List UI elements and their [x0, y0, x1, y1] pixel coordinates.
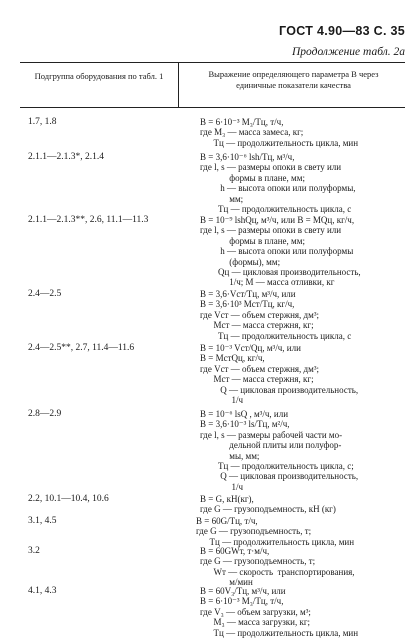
row-expression: B = G, кН(кг), где G — грузоподъемность, кН (кг) [200, 494, 336, 515]
row-expression: B = 3,6·10⁻⁶ lsh/Tц, м³/ч, где l, s — размеры опоки в свету или формы в плане, мм; h — высота опоки или полуформы, мм; Tц — продолжительность цикла, с [200, 152, 356, 215]
row-subgroup-label: 3.2 [28, 546, 40, 556]
row-expression: B = 60G/Tц, т/ч, где G — грузоподъемность, т; Tц — продолжительность цикла, мин [196, 516, 355, 547]
row-subgroup-label: 2.4—2.5**, 2.7, 11.4—11.6 [28, 343, 135, 353]
row-subgroup-label: 2.2, 10.1—10.4, 10.6 [28, 494, 109, 504]
row-subgroup-label: 2.1.1—2.1.3**, 2.6, 11.1—11.3 [28, 215, 149, 225]
row-subgroup-label: 2.4—2.5 [28, 289, 62, 299]
gost-page-header: ГОСТ 4.90—83 С. 35 [279, 24, 405, 38]
row-subgroup-label: 2.8—2.9 [28, 409, 62, 419]
row-expression: B = 60V₃/Tц, м³/ч, или B = 6·10⁻³ M₃/Tц, т/ч, где V₃ — объем загрузки, м³; M₃ — масса загрузки, кг; Tц — продолжительность цикла, мин [200, 586, 359, 638]
row-subgroup-label: 1.7, 1.8 [28, 117, 57, 127]
table-header-row [20, 63, 405, 107]
row-expression: B = 10⁻⁶ lsQ , м³/ч, или B = 3,6·10⁻³ ls/Tц, м²/ч, где l, s — размеры рабочей части мо- дельной плиты или полуфор- мы, мм; Tц — продолжительность цикла, с; Q — цикловая производительность, 1/ч [200, 409, 359, 492]
column-header-parameter-expression: Выражение определяющего параметра В через единичные показатели качества [208, 69, 379, 90]
row-subgroup-label: 2.1.1—2.1.3*, 2.1.4 [28, 152, 104, 162]
table-header-rule [20, 107, 405, 108]
table-continuation-caption: Продолжение табл. 2а [292, 46, 405, 58]
row-expression: B = 6·10⁻³ M₃/Tц, т/ч, где M₃ — масса замеса, кг; Tц — продолжительность цикла, мин [200, 117, 359, 148]
parameter-table [20, 62, 405, 108]
row-expression: B = 10⁻³ Vст/Qц, м³/ч, или B = MстQц, кг/ч, где Vст — объем стержня, дм³; Mст — масса стержня, кг; Q — цикловая производительность, 1/ч [200, 343, 359, 406]
row-expression: B = 60GWт, т·м/ч, где G — грузоподъемность, т; Wт — скорость транспортирования, м/мин [200, 546, 355, 588]
row-subgroup-label: 3.1, 4.5 [28, 516, 57, 526]
row-subgroup-label: 4.1, 4.3 [28, 586, 57, 596]
column-header-equipment-subgroup: Подгруппа оборудования по табл. 1 [34, 71, 164, 81]
row-expression: B = 3,6·Vст/Tц, м³/ч, или B = 3,6·10³ Mст/Tц, кг/ч, где Vст — объем стержня, дм³; Mст — масса стержня, кг; Tц — продолжительность цикла, с [200, 289, 352, 341]
header-divider [178, 63, 179, 107]
row-expression: B = 10⁻⁹ lshQц, м³/ч, или B = MQц, кг/ч, где l, s — размеры опоки в свету или формы в плане, мм; h — высота опоки или полуформы (формы), мм; Qц — цикловая производительность, 1/ч; M — масса отливки, кг [200, 215, 361, 288]
